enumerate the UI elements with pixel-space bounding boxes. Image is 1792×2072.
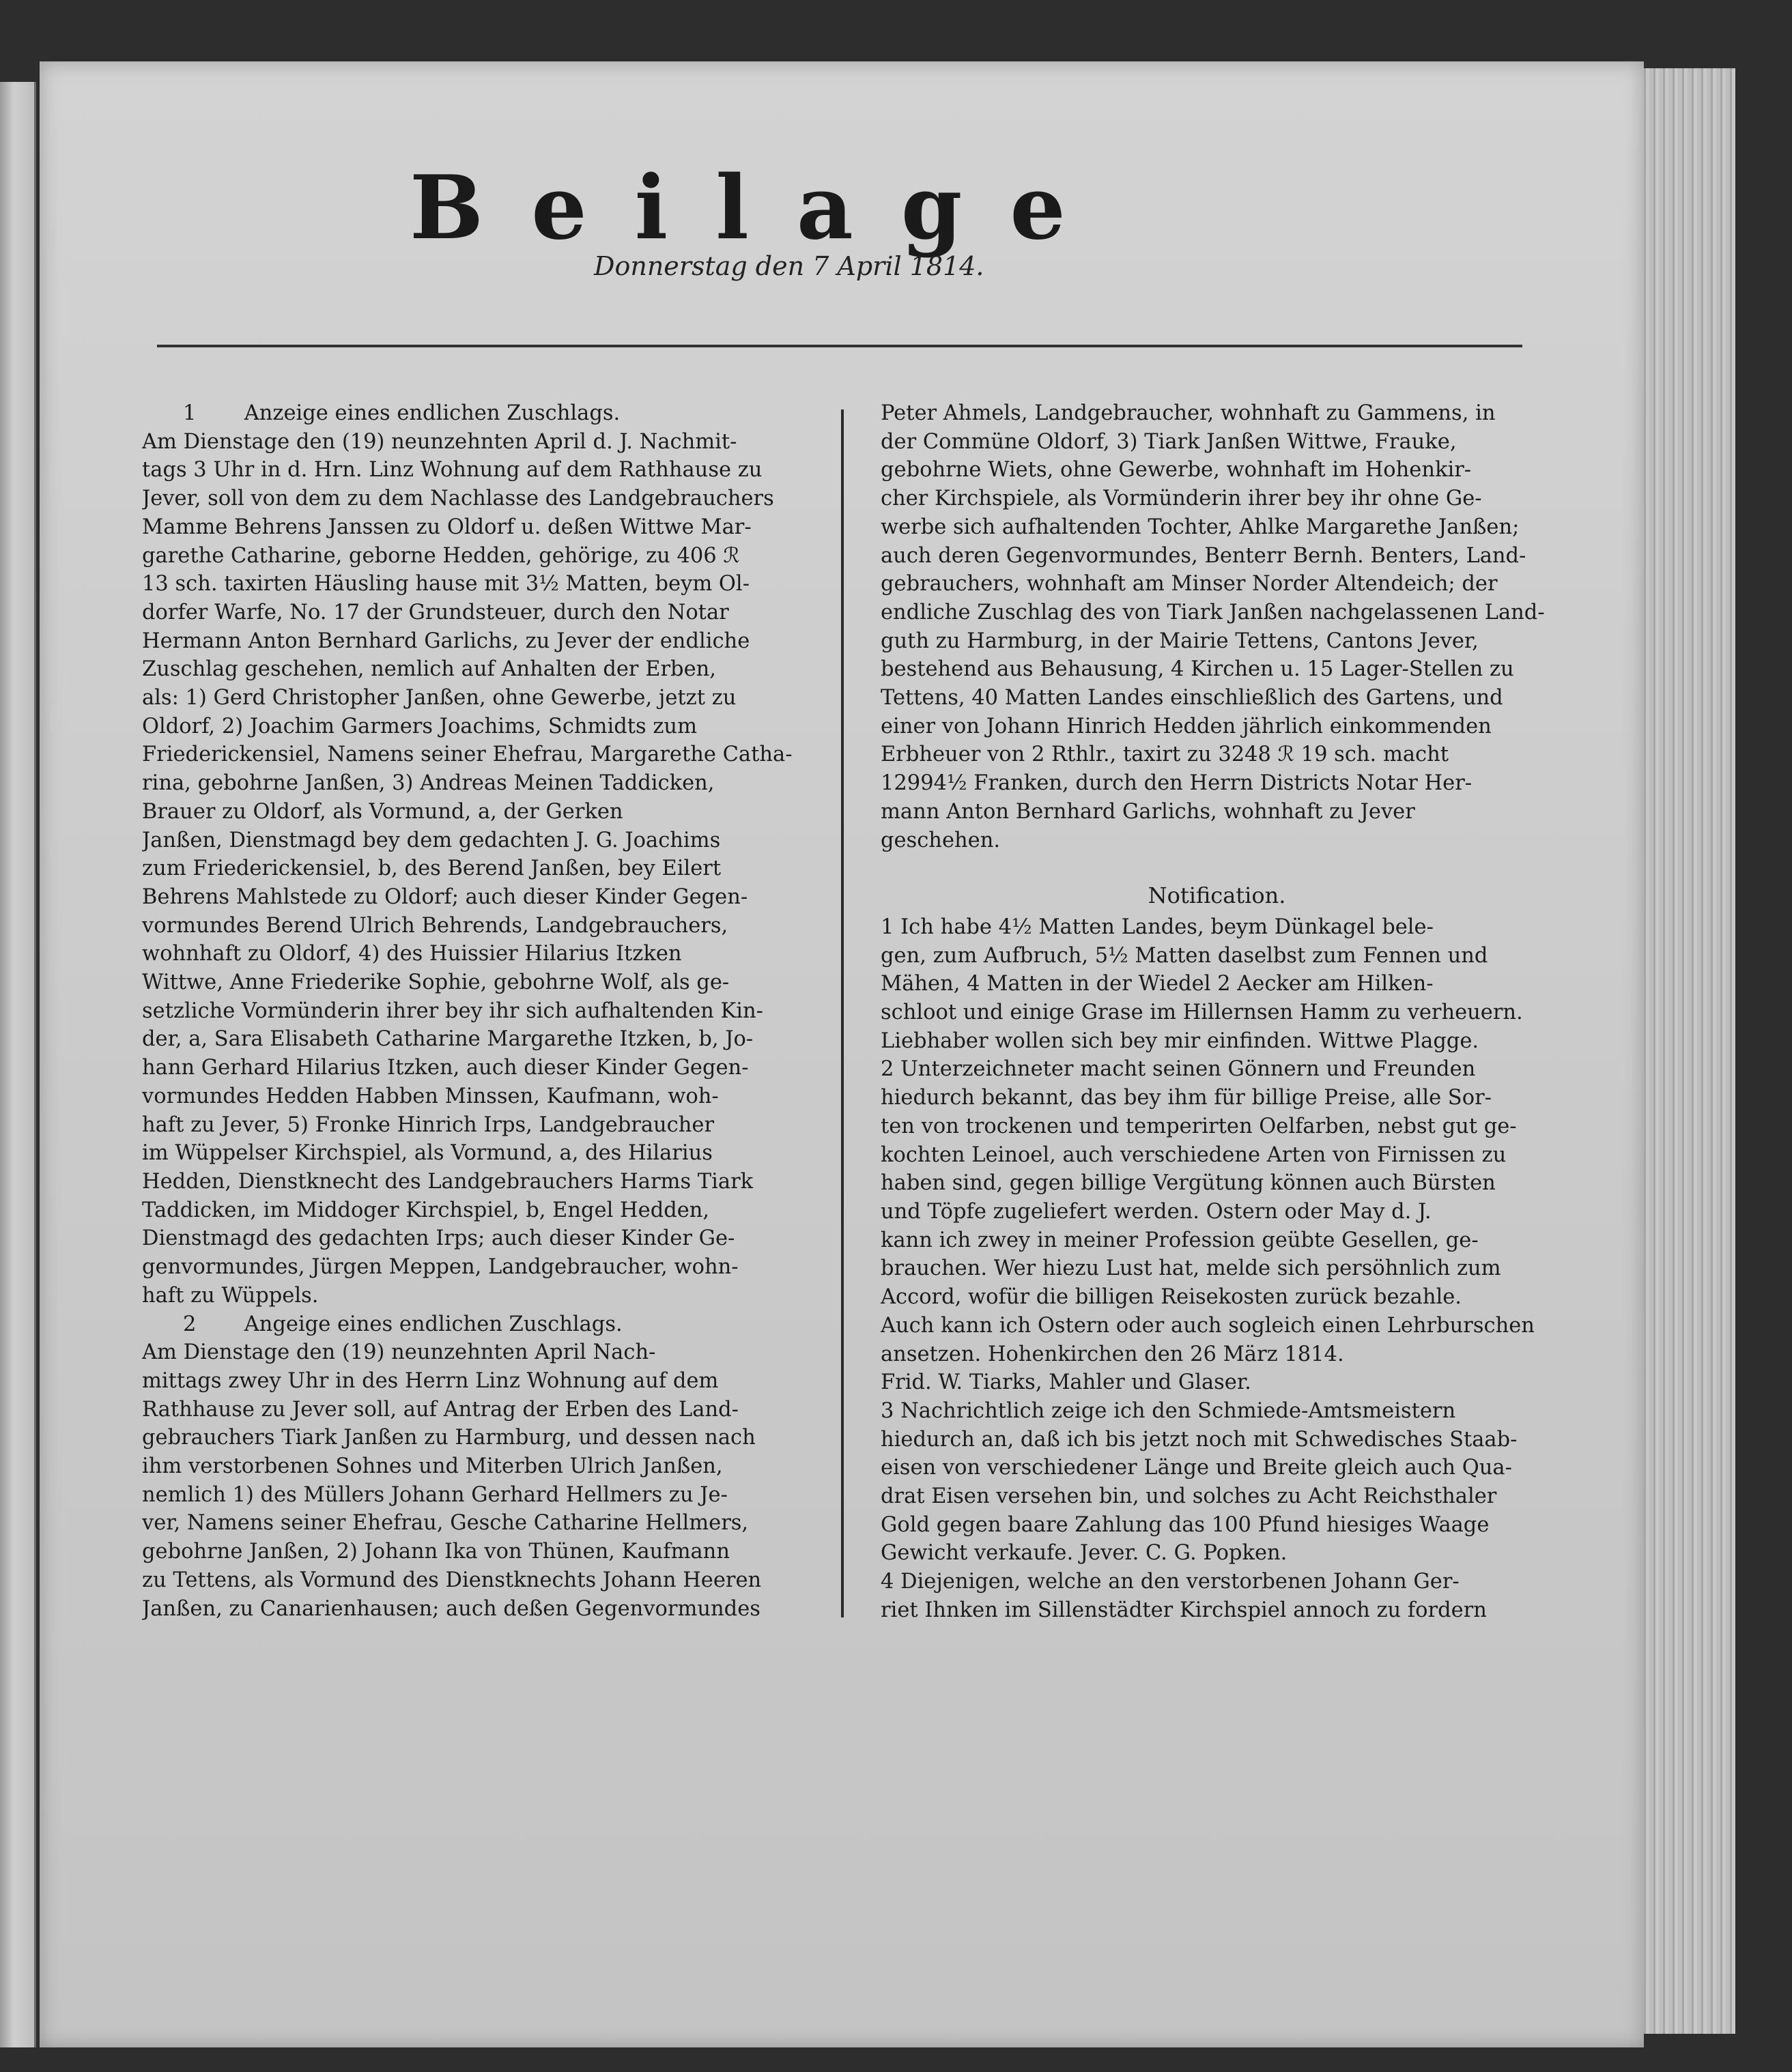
text-line: schloot und einige Grase im Hillernsen Hamm zu verheuern.	[881, 1001, 1523, 1025]
text-line: Hedden, Dienstknecht des Landgebrauchers Harms Tiark	[142, 1169, 754, 1194]
text-line: haft zu Jever, 5) Fronke Hinrich Irps, Landgebraucher	[142, 1112, 715, 1137]
text-line: ten von trockenen und temperirten Oelfarben, nebst gut ge-	[881, 1114, 1517, 1138]
text-line: gebohrne Wiets, ohne Gewerbe, wohnhaft im Hohenkir-	[881, 458, 1472, 483]
notice-2-number: 2	[183, 1312, 197, 1336]
text-line: Accord, wofür die billigen Reisekosten zurück bezahle.	[881, 1285, 1462, 1310]
text-line: genvormundes, Jürgen Meppen, Landgebraucher, wohn-	[142, 1255, 739, 1280]
text-line: Janßen, zu Canarienhausen; auch deßen Gegenvormundes	[142, 1596, 760, 1621]
text-line: dorfer Warfe, No. 17 der Grundsteuer, durch den Notar	[142, 600, 729, 624]
text-line: Peter Ahmels, Landgebraucher, wohnhaft zu Gammens, in	[881, 401, 1496, 425]
text-line: Gewicht verkaufe. Jever. C. G. Popken.	[881, 1541, 1288, 1566]
notice-2-continuation	[881, 399, 1553, 854]
page-title: Beilage	[410, 157, 1113, 259]
page-stack-edge	[1638, 68, 1735, 2034]
notice-1-body	[142, 428, 811, 1310]
text-line: Mamme Behrens Janssen zu Oldorf u. deßen Wittwe Mar-	[142, 515, 752, 539]
text-line: endliche Zuschlag des von Tiark Janßen nachgelassenen Land-	[881, 600, 1545, 624]
text-line: Rathhause zu Jever soll, auf Antrag der Erben des Land-	[142, 1397, 739, 1422]
text-line: 12994½ Franken, durch den Herrn Districts Notar Her-	[881, 771, 1473, 796]
text-line: 3 Nachrichtlich zeige ich den Schmiede-Amtsmeistern	[881, 1398, 1456, 1423]
text-line: wohnhaft zu Oldorf, 4) des Huissier Hilarius Itzken	[142, 942, 682, 966]
notice-1-number: 1	[183, 401, 197, 425]
text-line: kann ich zwey in meiner Profession geübte Gesellen, ge-	[881, 1228, 1479, 1252]
text-line: im Wüppelser Kirchspiel, als Vormund, a, des Hilarius	[142, 1141, 713, 1166]
text-line: Oldorf, 2) Joachim Garmers Joachims, Schmidts zum	[142, 714, 697, 738]
notification-body	[881, 913, 1553, 1625]
right-column	[881, 399, 1553, 1625]
text-line: ansetzen. Hohenkirchen den 26 März 1814.	[881, 1342, 1344, 1366]
text-line: 4 Diejenigen, welche an den verstorbenen Johann Ger-	[881, 1570, 1460, 1594]
text-line: Tettens, 40 Matten Landes einschließlich des Gartens, und	[881, 686, 1503, 710]
text-line: nemlich 1) des Müllers Johann Gerhard Hellmers zu Je-	[142, 1482, 728, 1507]
text-line: werbe sich aufhaltenden Tochter, Ahlke Margarethe Janßen;	[881, 515, 1520, 539]
text-line: guth zu Harmburg, in der Mairie Tettens, Cantons Jever,	[881, 629, 1479, 653]
text-line: bestehend aus Behausung, 4 Kirchen u. 15 Lager-Stellen zu	[881, 657, 1514, 682]
notification-heading: Notification.	[1148, 882, 1286, 909]
text-line: gebrauchers Tiark Janßen zu Harmburg, und dessen nach	[142, 1426, 756, 1450]
text-line: haft zu Wüppels.	[142, 1283, 319, 1308]
text-line: brauchen. Wer hiezu Lust hat, melde sich persöhnlich zum	[881, 1256, 1501, 1281]
text-line: cher Kirchspiele, als Vormünderin ihrer bey ihr ohne Ge-	[881, 487, 1482, 511]
text-line: Behrens Mahlstede zu Oldorf; auch dieser Kinder Gegen-	[142, 884, 748, 909]
text-line: vormundes Berend Ulrich Behrends, Landgebrauchers,	[142, 913, 728, 938]
text-line: Frid. W. Tiarks, Mahler und Glaser.	[881, 1370, 1251, 1395]
left-column	[142, 399, 811, 1623]
text-line: Am Dienstage den (19) neunzehnten April d. J. Nachmit-	[142, 429, 737, 454]
text-line: tags 3 Uhr in d. Hrn. Linz Wohnung auf dem Rathhause zu	[142, 458, 763, 483]
text-line: Friederickensiel, Namens seiner Ehefrau, Margarethe Catha-	[142, 743, 793, 767]
text-line: Dienstmagd des gedachten Irps; auch dieser Kinder Ge-	[142, 1226, 735, 1251]
text-line: auch deren Gegenvormundes, Benterr Bernh. Benters, Land-	[881, 543, 1526, 568]
text-line: gebohrne Janßen, 2) Johann Ika von Thünen, Kaufmann	[142, 1540, 730, 1564]
text-line: Gold gegen baare Zahlung das 100 Pfund hiesiges Waage	[881, 1512, 1490, 1537]
issue-date: Donnerstag den 7 April 1814.	[594, 251, 984, 281]
notice-2-title: Angeige eines endlichen Zuschlags.	[244, 1312, 623, 1336]
text-line: mann Anton Bernhard Garlichs, wohnhaft zu Jever	[881, 799, 1415, 824]
text-line: Mähen, 4 Matten in der Wiedel 2 Aecker am Hilken-	[881, 972, 1434, 996]
text-line: hiedurch an, daß ich bis jetzt noch mit Schwedisches Staab-	[881, 1427, 1518, 1452]
text-line: 13 sch. taxirten Häusling hause mit 3½ Matten, beym Ol-	[142, 572, 750, 596]
text-line: ver, Namens seiner Ehefrau, Gesche Catharine Hellmers,	[142, 1511, 749, 1536]
text-line: Liebhaber wollen sich bey mir einfinden. Wittwe Plagge.	[881, 1028, 1479, 1053]
text-line: kochten Leinoel, auch verschiedene Arten von Firnissen zu	[881, 1142, 1507, 1167]
text-line: Janßen, Dienstmagd bey dem gedachten J. G. Joachims	[142, 828, 721, 852]
text-line: riet Ihnken im Sillenstädter Kirchspiel annoch zu fordern	[881, 1598, 1487, 1622]
text-line: mittags zwey Uhr in des Herrn Linz Wohnung auf dem	[142, 1368, 719, 1393]
text-line: gebrauchers, wohnhaft am Minser Norder Altendeich; der	[881, 572, 1498, 596]
text-line: der, a, Sara Elisabeth Catharine Margarethe Itzken, b, Jo-	[142, 1027, 754, 1052]
text-line: zu Tettens, als Vormund des Dienstknechts Johann Heeren	[142, 1568, 762, 1592]
column-divider	[841, 409, 844, 1617]
text-line: und Töpfe zugeliefert werden. Ostern oder May d. J.	[881, 1199, 1432, 1224]
notice-2-heading	[142, 1310, 811, 1339]
text-line: Am Dienstage den (19) neunzehnten April Nach-	[142, 1340, 656, 1365]
text-line: Hermann Anton Bernhard Garlichs, zu Jever der endliche	[142, 629, 750, 653]
text-line: Erbheuer von 2 Rthlr., taxirt zu 3248 ℛ 19 sch. macht	[881, 743, 1449, 767]
text-line: als: 1) Gerd Christopher Janßen, ohne Gewerbe, jetzt zu	[142, 686, 737, 710]
facing-page-edge	[0, 82, 36, 2047]
text-line: 2 Unterzeichneter macht seinen Gönnern und Freunden	[881, 1057, 1476, 1082]
header-rule	[157, 345, 1522, 347]
text-line: Wittwe, Anne Friederike Sophie, gebohrne Wolf, als ge-	[142, 970, 730, 995]
text-line: zum Friederickensiel, b, des Berend Janßen, bey Eilert	[142, 857, 722, 881]
notice-1-title: Anzeige eines endlichen Zuschlags.	[244, 401, 621, 425]
text-line: eisen von verschiedener Länge und Breite gleich auch Qua-	[881, 1456, 1512, 1480]
text-line: einer von Johann Hinrich Hedden jährlich einkommenden	[881, 714, 1492, 738]
text-line: geschehen.	[881, 828, 1001, 852]
text-line: hiedurch bekannt, das bey ihm für billige Preise, alle Sor-	[881, 1086, 1492, 1110]
text-line: Zuschlag geschehen, nemlich auf Anhalten der Erben,	[142, 657, 716, 682]
text-line: Auch kann ich Ostern oder auch sogleich einen Lehrburschen	[881, 1313, 1535, 1338]
text-line: ihm verstorbenen Sohnes und Miterben Ulrich Janßen,	[142, 1454, 723, 1479]
text-line: drat Eisen versehen bin, und solches zu Acht Reichsthaler	[881, 1484, 1497, 1509]
text-line: Brauer zu Oldorf, als Vormund, a, der Gerken	[142, 799, 623, 824]
text-line: haben sind, gegen billige Vergütung können auch Bürsten	[881, 1171, 1496, 1196]
text-line: Jever, soll von dem zu dem Nachlasse des Landgebrauchers	[142, 487, 774, 511]
text-line: setzliche Vormünderin ihrer bey ihr sich aufhaltenden Kin-	[142, 998, 763, 1023]
text-line: gen, zum Aufbruch, 5½ Matten daselbst zum Fennen und	[881, 943, 1488, 968]
text-line: vormundes Hedden Habben Minssen, Kaufmann, woh-	[142, 1084, 719, 1108]
notice-2-body	[142, 1338, 811, 1623]
text-line: rina, gebohrne Janßen, 3) Andreas Meinen Taddicken,	[142, 771, 715, 796]
text-line: hann Gerhard Hilarius Itzken, auch dieser Kinder Gegen-	[142, 1056, 749, 1080]
text-line: 1 Ich habe 4½ Matten Landes, beym Dünkagel bele-	[881, 915, 1434, 939]
text-line: der Commüne Oldorf, 3) Tiark Janßen Wittwe, Frauke,	[881, 429, 1457, 454]
notice-1-heading	[142, 399, 811, 428]
text-line: Taddicken, im Middoger Kirchspiel, b, Engel Hedden,	[142, 1198, 710, 1222]
text-line: garethe Catharine, geborne Hedden, gehörige, zu 406 ℛ	[142, 543, 740, 568]
